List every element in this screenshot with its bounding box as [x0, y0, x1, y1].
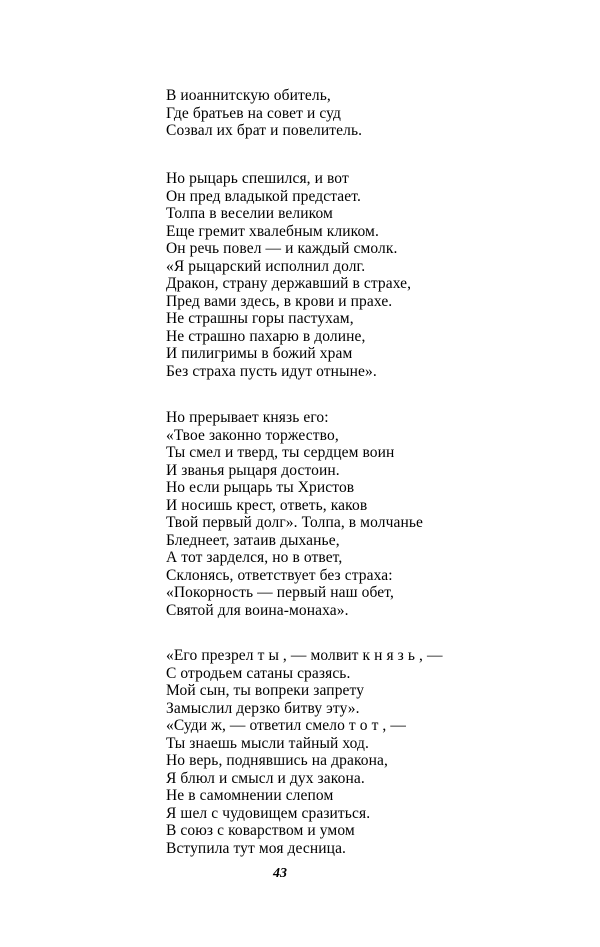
verse-line: Ты знаешь мысли тайный ход.	[166, 734, 369, 752]
verse-line: Дракон, страну державший в страхе,	[166, 275, 412, 292]
verse-line: Пред вами здесь, в крови и прахе.	[166, 292, 393, 310]
verse-line: Не в самомнении слепом	[166, 787, 334, 804]
verse-line: А тот зарделся, но в ответ,	[166, 549, 343, 566]
verse-line: Я шел с чудовищем сразиться.	[166, 804, 371, 822]
verse-line: Но рыцарь спешился, и вот	[166, 170, 349, 187]
verse-line: «Его презрел т ы , — молвит к н я з ь , —	[166, 647, 443, 664]
verse-line: Вступила тут моя десница.	[166, 839, 347, 857]
verse-line: И носишь крест, ответь, каков	[166, 496, 368, 514]
verse-line: Он речь повел — и каждый смолк.	[166, 240, 398, 257]
verse-line: С отродьем сатаны сразясь.	[166, 664, 351, 682]
verse-line: «Покорность — первый наш обет,	[166, 584, 394, 601]
verse-line: Не страшно пахарю в долине,	[166, 327, 366, 345]
verse-line: Твой первый долг». Толпа, в молчанье	[166, 514, 423, 531]
verse-line: Он пред владыкой предстает.	[166, 187, 361, 205]
verse-line: Святой для воина-монаха».	[166, 601, 349, 619]
verse-line: Склонясь, ответствует без страха:	[166, 566, 393, 584]
stanza	[166, 647, 443, 857]
verse-line: Замыслил дерзко битву эту».	[166, 699, 360, 717]
verse-line: «Твое законно торжество,	[166, 426, 339, 444]
verse-line: Но верь, поднявшись на дракона,	[166, 752, 388, 769]
verse-line: В иоаннитскую обитель,	[166, 87, 331, 104]
verse-line: «Суди ж, — ответил смело т о т , —	[166, 717, 406, 734]
verse-line: Толпа в веселии великом	[166, 205, 333, 222]
verse-line: И пилигримы в божий храм	[166, 345, 353, 362]
verse-line: Не страшны горы пастухам,	[166, 310, 354, 327]
verse-line: Ты смел и тверд, ты сердцем воин	[166, 444, 395, 461]
stanza	[166, 170, 411, 380]
verse-line: Где братьев на совет и суд	[166, 104, 342, 122]
verse-line: Бледнеет, затаив дыханье,	[166, 531, 340, 549]
verse-line: Без страха пусть идут отныне».	[166, 362, 377, 380]
verse-line: Еще гремит хвалебным кликом.	[166, 222, 379, 240]
stanza	[166, 409, 423, 619]
verse-line: И званья рыцаря достоин.	[166, 461, 340, 479]
verse-line: Но прерывает князь его:	[166, 409, 329, 426]
verse-line: Мой сын, ты вопреки запрету	[166, 682, 365, 699]
verse-line: «Я рыцарский исполнил долг.	[166, 257, 366, 275]
stanza	[166, 87, 362, 140]
page-number: 43	[273, 866, 287, 881]
verse-line: Но если рыцарь ты Христов	[166, 479, 355, 496]
verse-line: В союз с коварством и умом	[166, 822, 355, 839]
verse-line: Созвал их брат и повелитель.	[166, 122, 363, 139]
verse-line: Я блюл и смысл и дух закона.	[166, 769, 365, 787]
